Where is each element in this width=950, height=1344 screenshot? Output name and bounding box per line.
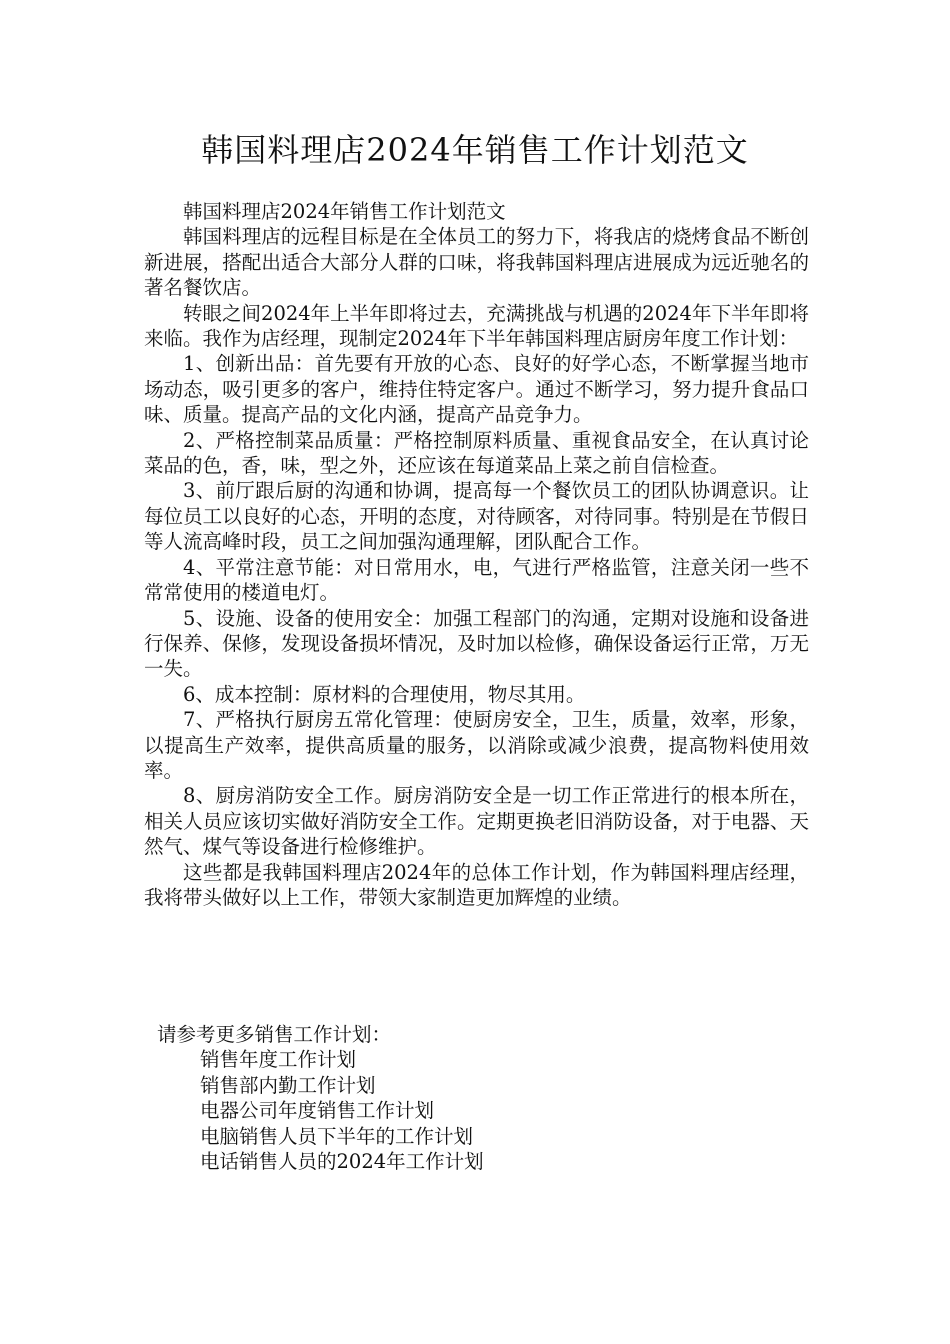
related-link[interactable]: 电脑销售人员下半年的工作计划 [200, 1124, 474, 1148]
conclusion-paragraph: 这些都是我韩国料理店2024年的总体工作计划，作为韩国料理店经理，我将带头做好以上工作，带领大家制造更加辉煌的业绩。 [144, 860, 809, 909]
plan-item-5: 5、设施、设备的使用安全：加强工程部门的沟通，定期对设施和设备进行保养、保修，发现设备损坏情况，及时加以检修，确保设备运行正常，万无一失。 [144, 606, 809, 681]
related-plans-heading: 请参考更多销售工作计划： [157, 1023, 392, 1046]
plan-item-3: 3、前厅跟后厨的沟通和协调，提高每一个餐饮员工的团队协调意识。让每位员工以良好的心态，开明的态度，对待顾客，对待同事。特别是在节假日等人流高峰时段，员工之间加强沟通理解，团队配合工作。 [144, 479, 809, 554]
plan-item-7: 7、严格执行厨房五常化管理：使厨房安全，卫生，质量，效率，形象，以提高生产效率，提供高质量的服务，以消除或减少浪费，提高物料使用效率。 [144, 708, 809, 782]
related-plans-section [157, 1022, 797, 1174]
document-title: 韩国料理店2024年销售工作计划范文 [201, 131, 749, 169]
related-link[interactable]: 销售年度工作计划 [200, 1048, 357, 1072]
related-link[interactable]: 电器公司年度销售工作计划 [200, 1099, 435, 1123]
context-paragraph: 转眼之间2024年上半年即将过去，充满挑战与机遇的2024年下半年即将来临。我作为店经理，现制定2024年下半年韩国料理店厨房年度工作计划： [144, 301, 809, 351]
subtitle-paragraph: 韩国料理店2024年销售工作计划范文 [183, 200, 506, 223]
plan-item-4: 4、平常注意节能：对日常用水，电，气进行严格监管，注意关闭一些不常常使用的楼道电灯。 [144, 555, 809, 605]
related-plans-list [157, 1047, 797, 1174]
plan-item-2: 2、严格控制菜品质量：严格控制原料质量、重视食品安全，在认真讨论菜品的色，香，味，型之外，还应该在每道菜品上菜之前自信检查。 [144, 428, 809, 478]
plan-item-6: 6、成本控制：原材料的合理使用，物尽其用。 [183, 682, 586, 706]
plan-item-1: 1、创新出品：首先要有开放的心态、良好的好学心态，不断掌握当地市场动态，吸引更多的客户，维持住特定客户。通过不断学习，努力提升食品口味、质量。提高产品的文化内涵，提高产品竞争力。 [144, 352, 809, 427]
document-body [144, 199, 809, 910]
intro-paragraph: 韩国料理店的远程目标是在全体员工的努力下，将我店的烧烤食品不断创新进展，搭配出适合大部分人群的口味，将我韩国料理店进展成为远近驰名的著名餐饮店。 [144, 225, 809, 300]
related-link[interactable]: 电话销售人员的2024年工作计划 [200, 1150, 484, 1174]
related-link[interactable]: 销售部内勤工作计划 [200, 1073, 376, 1097]
plan-item-8: 8、厨房消防安全工作。厨房消防安全是一切工作正常进行的根本所在，相关人员应该切实做好消防安全工作。定期更换老旧消防设备，对于电器、天然气、煤气等设备进行检修维护。 [144, 784, 809, 859]
